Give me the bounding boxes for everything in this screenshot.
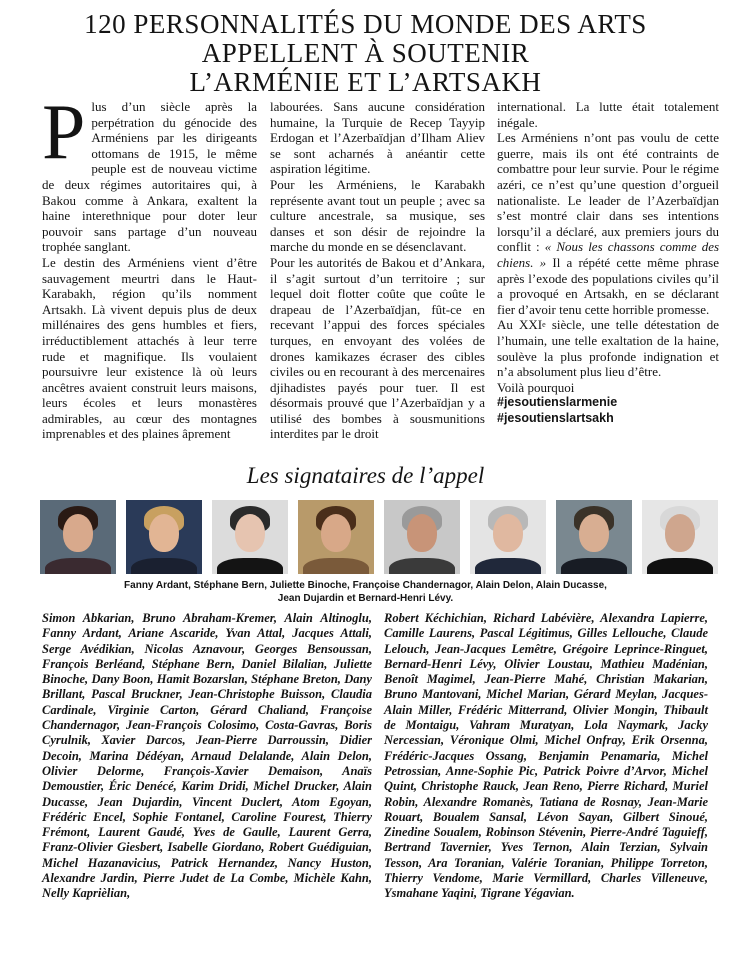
portrait-photo-icon <box>212 500 288 574</box>
paragraph-text: Les Arméniens n’ont pas voulu de cette guerre, mais ils ont été contraints de combattre pour leur survie. Pour le régime azéri, ce n’est qu’une question d’orgueil nationaliste. Le leader de l’Azerbaïdjan s’est montré clair dans ses intentions lorsqu’il a déclaré, aux premiers jours du conflit : <box>497 130 719 255</box>
superscript: e <box>542 320 546 330</box>
paragraph: Le destin des Arméniens vient d’être sauvagement meurtri dans le Haut-Karabakh, région qu’ils nomment Artsakh. Là vivent depuis plus de deux millénaires des gens humbles et fiers, irréductiblement attachés à leur terre rude et magnifique. Ils voulaient poursuivre leur existence là où leurs ancêtres avaient construit leurs maisons, leurs écoles et leurs monastères admirables, au cœur des montagnes imprenables et des plaines âprement <box>42 254 257 442</box>
portrait-photo-icon <box>384 500 460 574</box>
signatories-heading: Les signataires de l’appel <box>246 463 485 488</box>
headline-line-2: APPELLENT À SOUTENIR <box>201 38 530 68</box>
paragraph: international. La lutte était totalement inégale. <box>497 99 719 130</box>
article-column-1 <box>42 88 257 442</box>
portrait-photo-icon <box>556 500 632 574</box>
paragraph-text: lus d’un siècle après la perpétration du génocide des Arméniens par les dirigeants ottomans de 1915, le même peuple est de nouveau victime de deux régimes autoritaires qui, à Bakou comme à Ankara, exaltent la haine interethnique pour doter leur pouvoir sans partage d’un nouveau trophée sanglant. <box>42 99 257 255</box>
portrait-photo-icon <box>298 500 374 574</box>
paragraph-text: Au XXI <box>497 317 543 333</box>
paragraph: Pour les Arméniens, le Karabakh représente avant tout un peuple ; avec sa culture ancestrale, sa musique, ses danses et son désir de rejoindre la marche du monde en se désenclavant. <box>270 176 485 255</box>
paragraph <box>497 130 719 317</box>
hashtag[interactable]: #jesoutienslartsakh <box>497 410 614 425</box>
paragraph-text: Il a répété cette même phrase après l’exode des populations civiles qu’il a provoqué en Artsakh, en se déclarant fier d’avoir tenu cette horrible promesse. <box>497 254 720 317</box>
headline-line-3: L’ARMÉNIE ET L’ARTSAKH <box>189 67 542 97</box>
signatories-list-column-1: Simon Abkarian, Bruno Abraham-Kremer, Alain Altinoglu, Fanny Ardant, Ariane Ascaride, Yvan Attal, Jacques Attali, Serge Avédikian, Nicolas Aznavour, Georges Bensoussan, François Berléand, Stéphane Bern, Daniel Bilalian, Juliette Binoche, Dany Boon, Hamit Bozarslan, Stéphane Breton, Dany Brillant, Pascal Bruckner, Jean-Christophe Buisson, Claudia Cardinale, Virginie Carton, Gérard Chaliand, Françoise Chandernagor, Jean-François Colosimo, Costa-Gavras, Boris Cyrulnik, Xavier Darcos, Jean-Pierre Darroussin, Didier Decoin, Marina Dédéyan, Arnaud Delalande, Alain Delon, Olivier Delorme, François-Xavier Demaison, Anaïs Demoustier, Éric Denécé, Karim Dridi, Michel Drucker, Alain Ducasse, Jean Dujardin, Vincent Duclert, Atom Egoyan, Frédéric Encel, Sophie Fontanel, Caroline Fourest, Thierry Frémont, Laurent Gaudé, Yves de Gaulle, Laurent Gerra, Franz-Olivier Giesbert, Isabelle Giordano, Robert Guédiguian, Michel Hazanavicius, Patrick Hernandez, Nancy Huston, Alexandre Jardin, Pierre Judet de La Combe, Michèle Kahn, Nelly Kaprièlian, <box>42 611 372 901</box>
signatories-list-column-2: Robert Kéchichian, Richard Labévière, Alexandra Lapierre, Camille Laurens, Pascal Légitimus, Gilles Lellouche, Claude Lelouch, Jean-Jacques Lemêtre, Grégoire Leprince-Ringuet, Bernard-Henri Lévy, Olivier Loustau, Mathieu Madénian, Benoît Magimel, Jean-Pierre Mahé, Christian Makarian, Bruno Mantovani, Michel Marian, Gérard Meylan, Jacques-Alain Miller, Frédéric Mitterrand, Olivier Mongin, Thibault de Montaigu, Vahram Muratyan, Lola Naymark, Jacky Nercessian, Véronique Olmi, Michel Onfray, Erik Orsenna, Frédéric-Jacques Ossang, Benjamin Penamaria, Michel Petrossian, Anne-Sophie Pic, Patrick Poivre d’Arvor, Michel Quint, Christophe Rauck, Jean Reno, Pierre Richard, Muriel Robin, Alexandre Romanès, Tatiana de Rosnay, Jean-Marie Rouart, Boualem Sansal, Lévon Sayan, Gilbert Sinoué, Zinedine Soualem, Robinson Stévenin, Pierre-André Taguieff, Bertrand Tavernier, Yves Ternon, Alain Terzian, Sylvain Tesson, Ara Toranian, Valérie Toranian, Philippe Torreton, Thierry Vendome, Marie Vermillard, Charles Villeneuve, Ysmahane Yaqini, Tigrane Yégavian. <box>384 611 708 901</box>
paragraph: Pour les autorités de Bakou et d’Ankara, il s’agit surtout d’un territoire ; sur lequel doit flotter coûte que coûte le drapeau de l’Azerbaïdjan, fût-ce en recevant l’appui des forces spéciales turques, en envoyant des volées de drones kamikazes écraser des cibles civiles ou en recourant à des mercenaires djihadistes payés pour tuer. Il est désormais prouvé que l’Azerbaïdjan y a utilisé des bombes à sousmunitions interdites par le droit <box>270 254 485 442</box>
drop-cap: P <box>42 88 86 175</box>
portrait-photo-icon <box>126 500 202 574</box>
signatory-photos <box>40 500 720 575</box>
photo-caption <box>0 579 731 605</box>
portrait-photo-icon <box>40 500 116 574</box>
headline-line-1: 120 PERSONNALITÉS DU MONDE DES ARTS <box>84 9 647 39</box>
article-body <box>42 88 727 444</box>
headline <box>0 10 731 97</box>
paragraph <box>497 317 719 379</box>
paragraph-text: siècle, une telle détestation de l’humain, une telle exaltation de la haine, soulève la plus profonde indignation et n’a absolument plus lieu d’être. <box>497 317 719 380</box>
article-column-2 <box>270 99 485 442</box>
caption-line: Fanny Ardant, Stéphane Bern, Juliette Binoche, Françoise Chandernagor, Alain Delon, Alain Ducasse, <box>124 580 607 591</box>
portrait-photo-icon <box>642 500 718 574</box>
quote: « Nous les chassons comme des chiens. » <box>497 239 720 270</box>
paragraph <box>42 88 257 255</box>
caption-line: Jean Dujardin et Bernard-Henri Lévy. <box>277 593 454 604</box>
article-column-3 <box>497 99 719 426</box>
hashtag[interactable]: #jesoutienslarmenie <box>497 395 618 410</box>
paragraph: Voilà pourquoi <box>497 379 575 395</box>
paragraph: labourées. Sans aucune considération humaine, la Turquie de Recep Tayyip Erdogan et l’Azerbaïdjan d’Ilham Aliev se sont acharnés à anéantir cette aspiration légitime. <box>270 99 485 177</box>
portrait-photo-icon <box>470 500 546 574</box>
